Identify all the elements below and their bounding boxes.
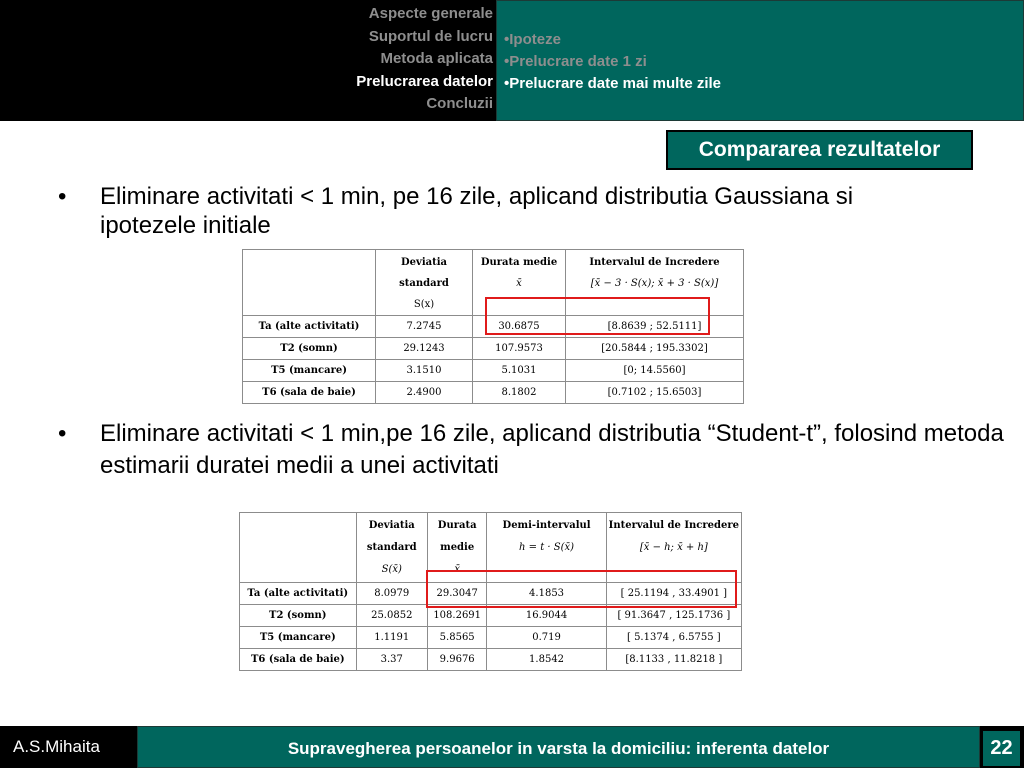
col-header-demi-interval: Demi-intervalul h = t · S(x̄) (487, 513, 606, 583)
page-number: 22 (983, 731, 1020, 766)
footer-title: Supravegherea persoanelor in varsta la domiciliu: inferenta datelor (137, 726, 980, 768)
header-subnav-panel (496, 0, 1024, 121)
page-number-box (980, 726, 1024, 768)
cell-interval: [0; 14.5560] (566, 360, 744, 382)
student-t-results-table (239, 512, 742, 671)
bullet-symbol: • (58, 183, 67, 210)
cell-deviatia: 25.0852 (356, 605, 427, 627)
table-row (240, 627, 742, 649)
footer-author: A.S.Mihaita (0, 726, 137, 768)
cell-durata: 8.1802 (473, 382, 566, 404)
col-header-deviatia: Deviatia standard S(x) (376, 250, 473, 316)
table-row (243, 316, 744, 338)
subsection-nav (504, 29, 721, 95)
nav-item-aspecte-generale[interactable]: Aspecte generale (368, 5, 493, 22)
cell-durata: 30.6875 (473, 316, 566, 338)
nav-item-suportul-de-lucru[interactable]: Suportul de lucru (368, 27, 493, 45)
cell-interval: [0.7102 ; 15.6503] (566, 382, 744, 404)
row-label: T5 (mancare) (240, 627, 357, 649)
row-label: T6 (sala de baie) (243, 382, 376, 404)
col-header-interval: Intervalul de Incredere [x̄ − h; x̄ + h] (606, 513, 741, 583)
table-row (243, 338, 744, 360)
cell-deviatia: 3.37 (356, 649, 427, 671)
table-corner-cell (243, 250, 376, 316)
cell-durata: 5.8565 (427, 627, 487, 649)
cell-durata: 108.2691 (427, 605, 487, 627)
nav-item-concluzii[interactable]: Concluzii (426, 95, 493, 112)
col-header-durata-medie: Durata medie x̄ (427, 513, 487, 583)
cell-interval: [ 91.3647 , 125.1736 ] (606, 605, 741, 627)
cell-interval: [20.5844 ; 195.3302] (566, 338, 744, 360)
row-label: T5 (mancare) (243, 360, 376, 382)
cell-deviatia: 7.2745 (376, 316, 473, 338)
cell-demi-interval: 16.9044 (487, 605, 606, 627)
cell-interval: [8.1133 , 11.8218 ] (606, 649, 741, 671)
cell-deviatia: 29.1243 (376, 338, 473, 360)
cell-deviatia: 2.4900 (376, 382, 473, 404)
table-row (240, 605, 742, 627)
table-corner-cell (240, 513, 357, 583)
bullet-student-t (58, 418, 1008, 482)
subnav-item-prelucrare-mai-multe-zile[interactable]: •Prelucrare date mai multe zile (504, 75, 722, 92)
cell-demi-interval: 4.1853 (487, 583, 606, 605)
row-label: T2 (somn) (240, 605, 357, 627)
nav-item-metoda-aplicata[interactable]: Metoda aplicata (380, 50, 493, 67)
header-nav-panel (0, 0, 496, 121)
table-row (240, 583, 742, 605)
cell-interval: [ 25.1194 , 33.4901 ] (606, 583, 741, 605)
row-label: T6 (sala de baie) (240, 649, 357, 671)
nav-item-prelucrarea-datelor[interactable]: Prelucrarea datelor (356, 72, 493, 90)
subnav-item-prelucrare-1-zi[interactable]: •Prelucrare date 1 zi (504, 53, 647, 70)
section-nav (356, 3, 493, 116)
cell-durata: 5.1031 (473, 360, 566, 382)
cell-durata: 29.3047 (427, 583, 487, 605)
cell-deviatia: 1.1191 (356, 627, 427, 649)
bullet-symbol: • (58, 420, 67, 447)
row-label: T2 (somn) (243, 338, 376, 360)
cell-durata: 107.9573 (473, 338, 566, 360)
table-row (243, 382, 744, 404)
col-header-interval: Intervalul de Incredere [x̄ − 3 · S(x); x̄ + 3 · S(x)] (566, 250, 744, 316)
col-header-deviatia: Deviatia standard S(x̄) (356, 513, 427, 583)
table-row (240, 649, 742, 671)
cell-interval: [8.8639 ; 52.5111] (566, 316, 744, 338)
bullet-gaussian (58, 182, 928, 240)
row-label: Ta (alte activitati) (240, 583, 357, 605)
cell-demi-interval: 1.8542 (487, 649, 606, 671)
cell-deviatia: 3.1510 (376, 360, 473, 382)
cell-durata: 9.9676 (427, 649, 487, 671)
bullet-text: Eliminare activitati < 1 min, pe 16 zile, aplicand distributia Gaussiana si ipotezele initiale (100, 183, 854, 239)
compare-results-button[interactable]: Compararea rezultatelor (666, 130, 973, 170)
bullet-text: Eliminare activitati < 1 min,pe 16 zile, aplicand distributia “Student-t”, folosind metoda estimarii duratei medii a unei activitati (100, 420, 1004, 479)
col-header-durata-medie: Durata medie x̄ (473, 250, 566, 316)
table-row (243, 360, 744, 382)
cell-interval: [ 5.1374 , 6.5755 ] (606, 627, 741, 649)
cell-deviatia: 8.0979 (356, 583, 427, 605)
cell-demi-interval: 0.719 (487, 627, 606, 649)
row-label: Ta (alte activitati) (243, 316, 376, 338)
gaussian-results-table (242, 249, 744, 404)
subnav-item-ipoteze[interactable]: •Ipoteze (504, 31, 561, 48)
